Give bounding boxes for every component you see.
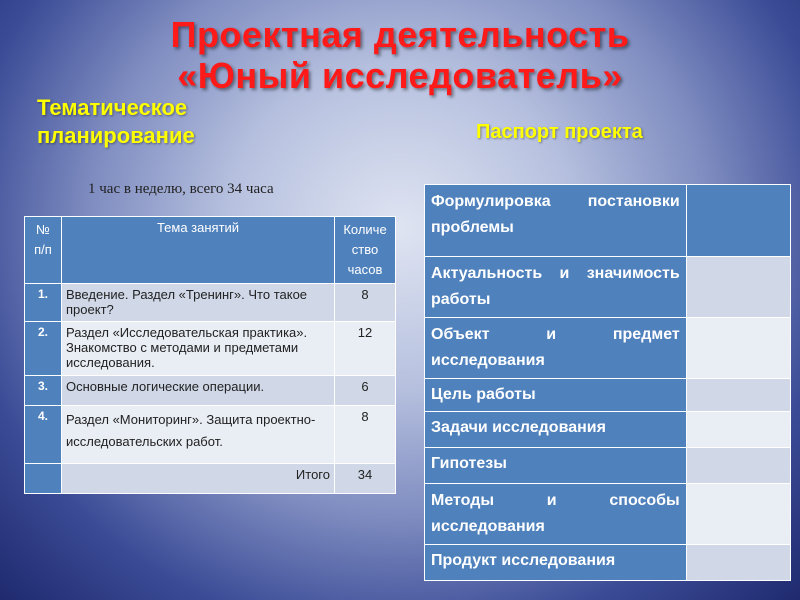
row-num: 3.	[25, 376, 62, 406]
table-row	[25, 406, 396, 464]
passport-label: Актуальность и значимость работы	[425, 257, 687, 318]
page-title-line1: Проектная деятельность	[170, 14, 630, 55]
passport-label: Формулировка постановки проблемы	[425, 185, 687, 257]
passport-value[interactable]	[686, 257, 790, 318]
passport-row	[425, 484, 791, 545]
row-num: 1.	[25, 284, 62, 322]
passport-row	[425, 448, 791, 484]
total-label: Итого	[62, 464, 335, 494]
table-total-row	[25, 464, 396, 494]
passport-label: Продукт исследования	[425, 545, 687, 581]
row-topic: Раздел «Мониторинг». Защита проектно- исследовательских работ.	[62, 406, 335, 464]
header-num-line1: №	[36, 222, 50, 237]
page-title-line2: «Юный исследователь»	[177, 55, 623, 96]
header-hours-line3: часов	[347, 262, 383, 277]
row-hours: 12	[335, 322, 396, 376]
right-section-heading: Паспорт проекта	[476, 121, 643, 143]
passport-value[interactable]	[686, 379, 790, 412]
passport-row	[425, 545, 791, 581]
header-hours-line1: Количе	[343, 222, 387, 237]
header-topic: Тема занятий	[62, 217, 335, 284]
passport-label: Методы и способы исследования	[425, 484, 687, 545]
header-num-line2: п/п	[34, 242, 52, 257]
left-heading-line2: планирование	[37, 123, 195, 148]
row-num: 4.	[25, 406, 62, 464]
row-topic: Раздел «Исследовательская практика». Знакомство с методами и предметами исследования.	[62, 322, 335, 376]
passport-row	[425, 412, 791, 448]
passport-value[interactable]	[686, 545, 790, 581]
passport-value[interactable]	[686, 318, 790, 379]
project-passport-table	[424, 184, 791, 581]
row-num	[25, 464, 62, 494]
row-hours: 6	[335, 376, 396, 406]
header-hours-line2: ство	[351, 242, 379, 257]
passport-label: Гипотезы	[425, 448, 687, 484]
total-hours: 34	[335, 464, 396, 494]
passport-row	[425, 185, 791, 257]
passport-label: Цель работы	[425, 379, 687, 412]
passport-value[interactable]	[686, 412, 790, 448]
left-heading-line1: Тематическое	[37, 95, 188, 120]
passport-value[interactable]	[686, 448, 790, 484]
row-hours: 8	[335, 406, 396, 464]
passport-label: Объект и предмет исследования	[425, 318, 687, 379]
passport-label: Задачи исследования	[425, 412, 687, 448]
table-row	[25, 322, 396, 376]
left-section-heading	[37, 94, 195, 150]
header-hours	[335, 217, 396, 284]
lesson-plan-table	[24, 216, 396, 494]
passport-row	[425, 318, 791, 379]
page-title	[0, 14, 800, 96]
row-num: 2.	[25, 322, 62, 376]
table-row	[25, 284, 396, 322]
passport-row	[425, 257, 791, 318]
row-hours: 8	[335, 284, 396, 322]
table-row	[25, 376, 396, 406]
row-topic: Введение. Раздел «Тренинг». Что такое проект?	[62, 284, 335, 322]
row-topic: Основные логические операции.	[62, 376, 335, 406]
passport-value[interactable]	[686, 185, 790, 257]
table-header-row	[25, 217, 396, 284]
passport-row	[425, 379, 791, 412]
passport-value[interactable]	[686, 484, 790, 545]
schedule-note: 1 час в неделю, всего 34 часа	[88, 181, 274, 197]
header-num	[25, 217, 62, 284]
